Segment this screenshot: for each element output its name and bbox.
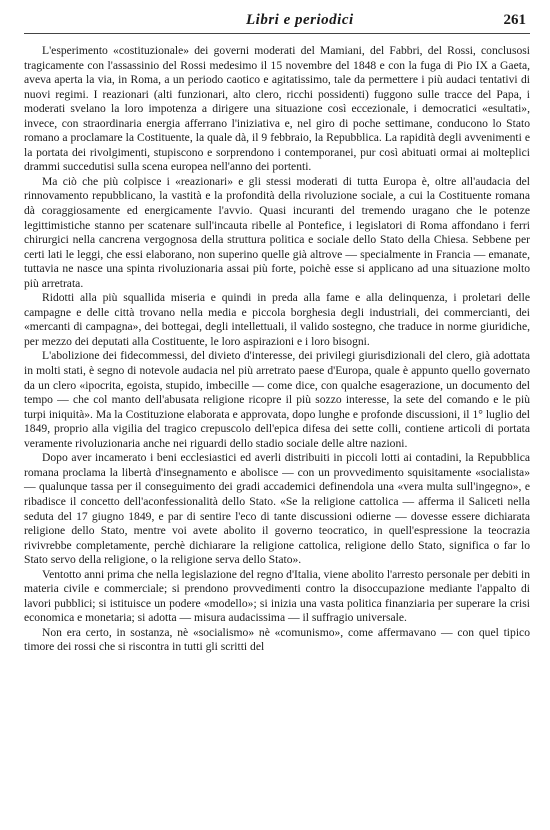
page-number: 261 (503, 12, 526, 28)
book-page (24, 12, 530, 654)
running-head: Libri e periodici (246, 12, 354, 28)
header-rule (24, 33, 530, 34)
paragraph: L'esperimento «costituzionale» dei governi moderati del Mamiani, del Fabbri, del Rossi, conclusosi tragicamente con l'assassinio del Rossi medesimo il 15 novembre del 1848 e con la fuga di Pio IX a Gaeta, aveva aperta la via, in Roma, a un periodo caotico e agitatissimo, tale da permettere i più audaci tentativi di nuovi regimi. I reazionari (alti funzionari, alto clero, ricchi possidenti) fuggono sulle tracce del Papa, i moderati svelano la loro impotenza a dirigere una situazione così eccezionale, i democratici «esultati», invece, con straordinaria energia afferrano l'iniziativa e, nel giro di poche settimane, conducono lo Stato romano a proclamare la Costituente, la quale dà, il 9 febbraio, la Repubblica. La rapidità degli avvenimenti e la portata dei rivolgimenti, stupiscono e sorprendono i contemporanei, pur così abituati ormai ai molteplici drammi succedutisi sulla scena europea nell'anno dei portenti. (24, 44, 530, 174)
paragraph: Ma ciò che più colpisce i «reazionari» e gli stessi moderati di tutta Europa è, oltre all'audacia del rinnovamento repubblicano, la vastità e la profondità della rivoluzione sociale, a cui la Costituente romana dà coraggiosamente ed energicamente l'avvio. Quasi incuranti del tremendo uragano che le potenze legittimistiche stanno per scatenare sull'incauta ribelle al Pontefice, i legislatori di Roma affondano i ferri chirurgici nella cancrena vergognosa della struttura politica e sociale dello Stato della Chiesa. Sebbene per certi lati le leggi, che essi elaborano, non superino quelle già altrove — specialmente in Francia — emanate, tuttavia ne nasce una spinta rivoluzionaria assai più forte, poichè esse si applicano ad una situazione molto più arretrata. (24, 174, 530, 290)
paragraph: Ventotto anni prima che nella legislazione del regno d'Italia, viene abolito l'arresto personale per debiti in materia civile e commerciale; si prendono provvedimenti contro la disoccupazione mediante l'appalto di lavori pubblici; si istituisce un podere «modello»; si inizia una vasta politica finanziaria per superare la crisi economica e monetaria; si adotta — misura audacissima — il suffragio universale. (24, 567, 530, 625)
paragraph: L'abolizione dei fidecommessi, del divieto d'interesse, dei privilegi giurisdizionali del clero, già adottata in molti stati, è segno di notevole audacia nel più arretrato paese d'Europa, quale è appunto quello governato da un clero «ipocrita, egoista, stupido, imbecille — come dice, con qualche esagerazione, un documento del tempo — che col manto dell'abusata religione ricopre il più sozzo interesse, la sete del comando e le più turpi iniquità». Ma la Costituzione elaborata e approvata, dopo lunghe e profonde discussioni, il 1° luglio del 1849, proprio alla vigilia del tragico crepuscolo dell'epica difesa dei sette colli, contiene articoli di portata veramente rivoluzionaria anche nei riguardi dello stadio sociale delle altre nazioni. (24, 349, 530, 450)
paragraph: Ridotti alla più squallida miseria e quindi in preda alla fame e alla delinquenza, i proletari delle campagne e delle città trovano nella media e piccola borghesia degli industriali, dei commercianti, dei «mercanti di campagna», dei bottegai, degli intellettuali, il valido sostegno, che traduce in norme giuridiche, per mezzo dei deputati alla Costituente, le loro aspirazioni e i loro bisogni. (24, 291, 530, 348)
paragraph: Dopo aver incamerato i beni ecclesiastici ed averli distribuiti in piccoli lotti ai contadini, la Repubblica romana proclama la libertà d'insegnamento e abolisce — con un provvedimento squisitamente «socialista» — qualunque tassa per il conseguimento dei gradi accademici definendola una «vera multa sull'ingegno», e ribadisce il concetto dell'aconfessionalità dello Stato. «Se la religione cattolica — afferma il Saliceti nella seduta del 17 giugno 1849, e par di sentire l'eco di tante discussioni odierne — dovesse essere dichiarata religione dello Stato, mentre voi avete abolito il governo teocratico, in quell'espressione la teocrazia rivivrebbe completamente, perchè dichiarare la religione cattolica, religione dello Stato, significa o far lo Stato servo della religione, o la religione serva dello Stato». (24, 451, 530, 567)
page-header (24, 12, 530, 32)
body-text (24, 44, 530, 655)
paragraph: Non era certo, in sostanza, nè «socialismo» nè «comunismo», come affermavano — con quel tipico timore dei rossi che si riscontra in tutti gli scritti del (24, 625, 530, 654)
